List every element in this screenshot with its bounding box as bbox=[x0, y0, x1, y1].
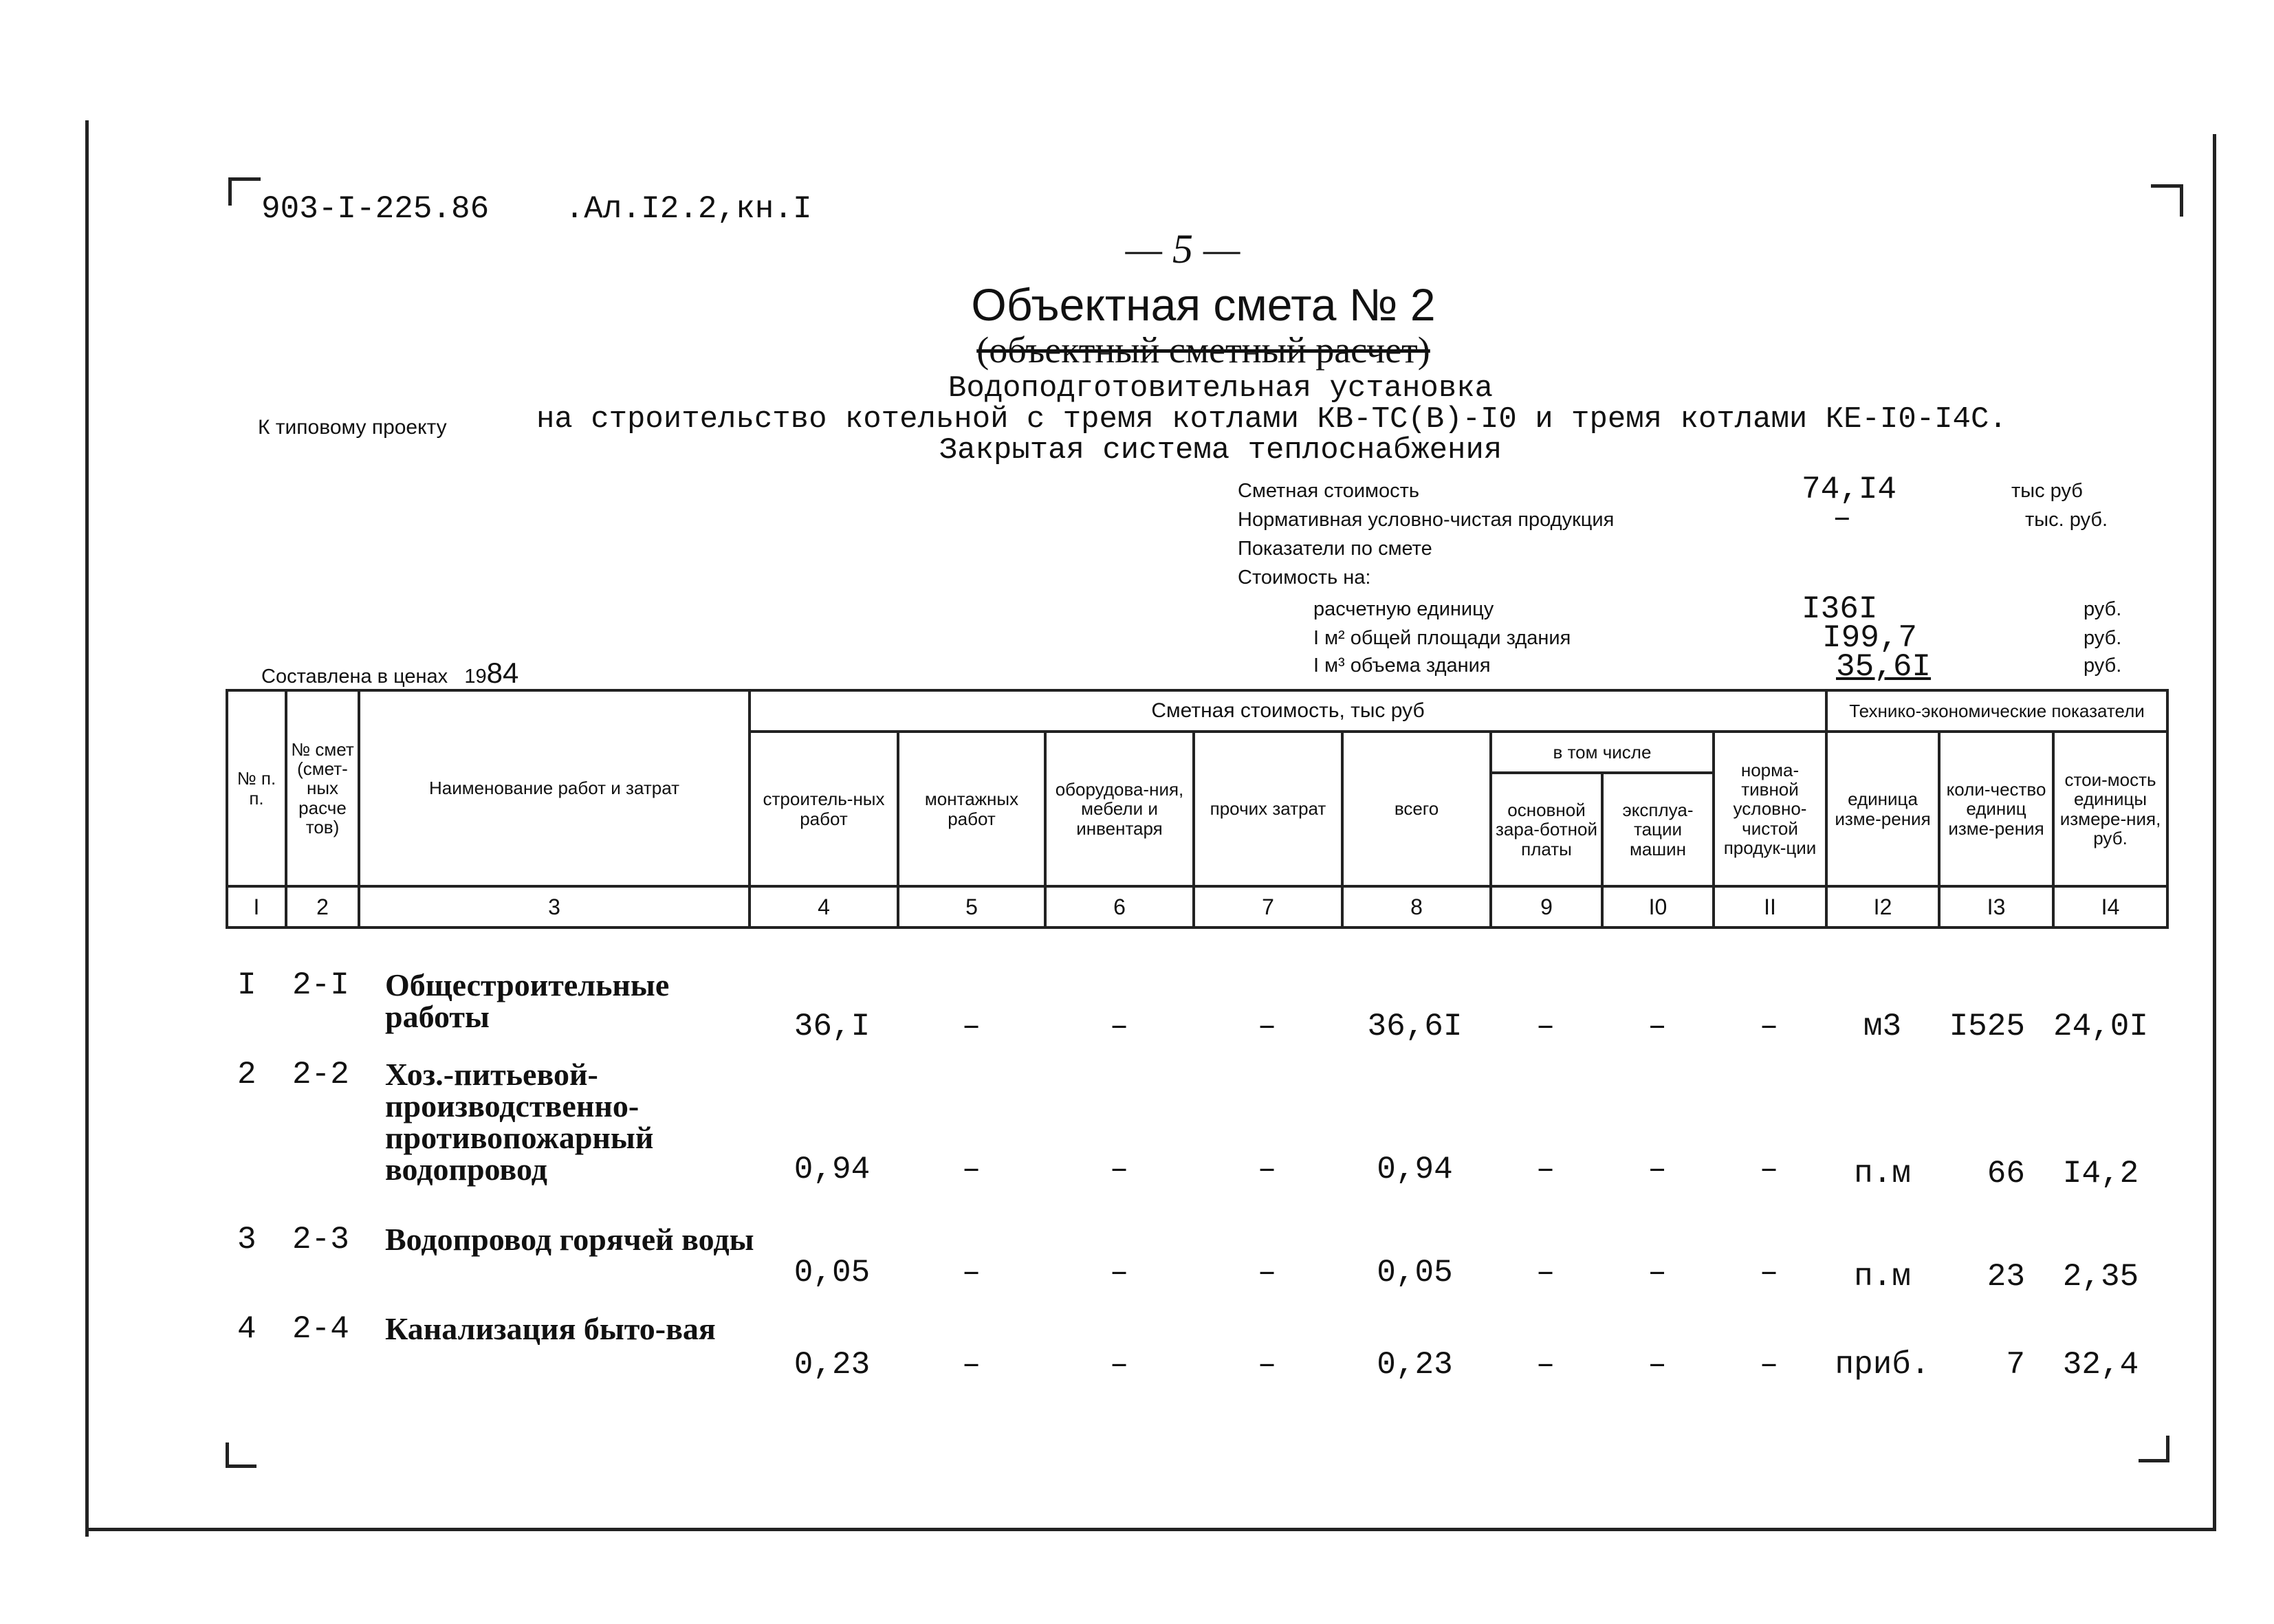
row-cell: – bbox=[1257, 1255, 1277, 1291]
row-cell: – bbox=[1759, 1009, 1779, 1044]
corner-mark-bottom-left bbox=[226, 1442, 256, 1468]
col-number: I3 bbox=[1939, 886, 2053, 928]
row-cell: 0,94 bbox=[794, 1152, 871, 1187]
doc-code-text: 903-I-225.86 bbox=[261, 191, 490, 227]
per-m2-label: I м² общей площади здания bbox=[1313, 627, 1571, 649]
row-cell: – bbox=[1257, 1009, 1277, 1044]
row-cell: 0,23 bbox=[794, 1347, 871, 1383]
row-cell: I4,2 bbox=[2062, 1156, 2139, 1192]
header-col7: прочих затрат bbox=[1194, 732, 1342, 886]
row-name: Общестроительные работы bbox=[385, 967, 670, 1034]
row-cell: п.м bbox=[1854, 1259, 1911, 1295]
row-number: I bbox=[237, 967, 256, 1003]
page-subtitle: (объектный сметный расчет) bbox=[976, 329, 1430, 371]
header-col11: норма-тивной условно-чистой продук-ции bbox=[1714, 732, 1826, 886]
row-smeta: 2-4 bbox=[292, 1311, 349, 1347]
header-col6: оборудова-ния, мебели и инвентаря bbox=[1045, 732, 1194, 886]
row-cell: – bbox=[1109, 1152, 1129, 1187]
header-col9: основной зара-ботной платы bbox=[1491, 773, 1602, 886]
row-cell: – bbox=[1759, 1152, 1779, 1187]
header-col12: единица изме-рения bbox=[1826, 732, 1939, 886]
estimated-cost-value: 74,I4 bbox=[1802, 472, 1897, 507]
per-m3-unit: руб. bbox=[2084, 655, 2122, 677]
col-number: I0 bbox=[1602, 886, 1714, 928]
header-col1: № п. п. bbox=[227, 690, 286, 886]
page-title: Объектная смета № 2 bbox=[971, 279, 1436, 330]
row-number: 3 bbox=[237, 1222, 256, 1258]
compiled-year-a: 19 bbox=[464, 666, 487, 688]
row-smeta: 2-I bbox=[292, 967, 349, 1003]
compiled-year-b: 84 bbox=[486, 657, 519, 689]
row-name: Водопровод горячей воды bbox=[385, 1222, 754, 1257]
header-col4: строитель-ных работ bbox=[750, 732, 898, 886]
header-col10: эксплуа-тации машин bbox=[1602, 773, 1714, 886]
row-smeta: 2-3 bbox=[292, 1222, 349, 1258]
document-code bbox=[261, 191, 812, 227]
compiled-prefix: Составлена в ценах bbox=[261, 666, 448, 688]
row-name: Канализация быто-вая bbox=[385, 1311, 716, 1346]
row-smeta: 2-2 bbox=[292, 1057, 349, 1093]
estimate-table bbox=[226, 689, 2169, 929]
header-group-incl: в том числе bbox=[1491, 732, 1714, 773]
col-number: 9 bbox=[1491, 886, 1602, 928]
per-m3-label: I м³ объема здания bbox=[1313, 655, 1491, 677]
header-col8: всего bbox=[1342, 732, 1491, 886]
row-cell: I525 bbox=[1949, 1009, 2025, 1044]
per-unit-label: расчетную единицу bbox=[1313, 598, 1494, 620]
row-cell: 0,05 bbox=[1377, 1255, 1453, 1291]
col-number: 3 bbox=[359, 886, 750, 928]
frame-bottom-line bbox=[85, 1528, 2216, 1531]
col-number: I bbox=[227, 886, 286, 928]
row-cell: – bbox=[1759, 1347, 1779, 1383]
row-cell: – bbox=[1648, 1152, 1667, 1187]
header-col13: коли-чество единиц изме-рения bbox=[1939, 732, 2053, 886]
row-cell: м3 bbox=[1863, 1009, 1902, 1044]
indicators-label: Показатели по смете bbox=[1238, 538, 1432, 560]
row-cell: 0,05 bbox=[794, 1255, 871, 1291]
row-cell: – bbox=[1109, 1009, 1129, 1044]
col-number: 2 bbox=[286, 886, 359, 928]
object-line-1: Водоподготовительная установка bbox=[948, 371, 1494, 406]
row-cell: 0,94 bbox=[1377, 1152, 1453, 1187]
row-cell: – bbox=[1109, 1347, 1129, 1383]
normative-unit: тыс. руб. bbox=[2025, 509, 2108, 531]
row-cell: 7 bbox=[2006, 1347, 2025, 1383]
per-m3-value: 35,6I bbox=[1836, 649, 1932, 685]
album-text: .Ал.I2.2,кн.I bbox=[565, 191, 812, 227]
row-cell: – bbox=[1648, 1347, 1667, 1383]
col-number: I2 bbox=[1826, 886, 1939, 928]
row-cell: – bbox=[1648, 1255, 1667, 1291]
header-col5: монтажных работ bbox=[898, 732, 1045, 886]
row-cell: 0,23 bbox=[1377, 1347, 1453, 1383]
header-col2: № смет (смет-ных расче тов) bbox=[286, 690, 359, 886]
row-cell: – bbox=[1648, 1009, 1667, 1044]
per-m2-value: I99,7 bbox=[1822, 620, 1918, 656]
row-cell: – bbox=[1109, 1255, 1129, 1291]
normative-label: Нормативная условно-чистая продукция bbox=[1238, 509, 1615, 531]
object-line-3: Закрытая система теплоснабжения bbox=[939, 433, 1502, 468]
row-cell: – bbox=[961, 1009, 981, 1044]
row-cell: – bbox=[961, 1347, 981, 1383]
row-cell: – bbox=[961, 1152, 981, 1187]
col-number: 6 bbox=[1045, 886, 1194, 928]
corner-mark-top-right bbox=[2151, 184, 2183, 217]
row-cell: – bbox=[1535, 1152, 1555, 1187]
row-cell: п.м bbox=[1854, 1156, 1911, 1192]
per-unit-unit: руб. bbox=[2084, 598, 2122, 620]
row-number: 4 bbox=[237, 1311, 256, 1347]
row-name: Хоз.-питьевой-производственно-противопожарный водопровод bbox=[385, 1057, 654, 1187]
frame-right-line bbox=[2213, 134, 2216, 1530]
row-cell: 36,6I bbox=[1367, 1009, 1463, 1044]
row-cell: – bbox=[1257, 1152, 1277, 1187]
object-line-2: на строительство котельной с тремя котлами КВ-ТС(В)-I0 и тремя котлами КЕ-I0-I4С. bbox=[536, 402, 2007, 437]
row-cell: – bbox=[1759, 1255, 1779, 1291]
col-number: 8 bbox=[1342, 886, 1491, 928]
col-number: 7 bbox=[1194, 886, 1342, 928]
row-number: 2 bbox=[237, 1057, 256, 1093]
header-col14: стои-мость единицы измере-ния, руб. bbox=[2053, 732, 2167, 886]
corner-mark-top-left bbox=[228, 177, 261, 206]
estimated-cost-unit: тыс руб bbox=[2011, 480, 2083, 502]
row-cell: 24,0I bbox=[2053, 1009, 2149, 1044]
to-project-label: К типовому проекту bbox=[258, 416, 447, 439]
row-cell: 66 bbox=[1987, 1156, 2025, 1192]
row-cell: 2,35 bbox=[2062, 1259, 2139, 1295]
row-cell: 36,I bbox=[794, 1009, 871, 1044]
row-cell: – bbox=[1257, 1347, 1277, 1383]
col-number: 4 bbox=[750, 886, 898, 928]
normative-value: – bbox=[1833, 501, 1852, 536]
cost-per-label: Стоимость на: bbox=[1238, 567, 1371, 589]
per-unit-value: I36I bbox=[1802, 591, 1878, 627]
row-cell: приб. bbox=[1835, 1347, 1930, 1383]
compiled-in-prices bbox=[261, 657, 518, 690]
header-group-cost: Сметная стоимость, тыс руб bbox=[750, 690, 1826, 732]
row-cell: – bbox=[1535, 1009, 1555, 1044]
row-cell: 32,4 bbox=[2062, 1347, 2139, 1383]
row-cell: – bbox=[961, 1255, 981, 1291]
col-number: II bbox=[1714, 886, 1826, 928]
row-cell: – bbox=[1535, 1347, 1555, 1383]
col-number: I4 bbox=[2053, 886, 2167, 928]
col-number: 5 bbox=[898, 886, 1045, 928]
corner-mark-bottom-right bbox=[2139, 1436, 2169, 1462]
estimated-cost-label: Сметная стоимость bbox=[1238, 480, 1419, 502]
frame-left-line bbox=[85, 120, 89, 1537]
per-m2-unit: руб. bbox=[2084, 627, 2122, 649]
header-col3: Наименование работ и затрат bbox=[359, 690, 750, 886]
page-number: — 5 — bbox=[1125, 226, 1240, 272]
header-group-tech: Технико-экономические показатели bbox=[1826, 690, 2167, 732]
row-cell: 23 bbox=[1987, 1259, 2025, 1295]
row-cell: – bbox=[1535, 1255, 1555, 1291]
